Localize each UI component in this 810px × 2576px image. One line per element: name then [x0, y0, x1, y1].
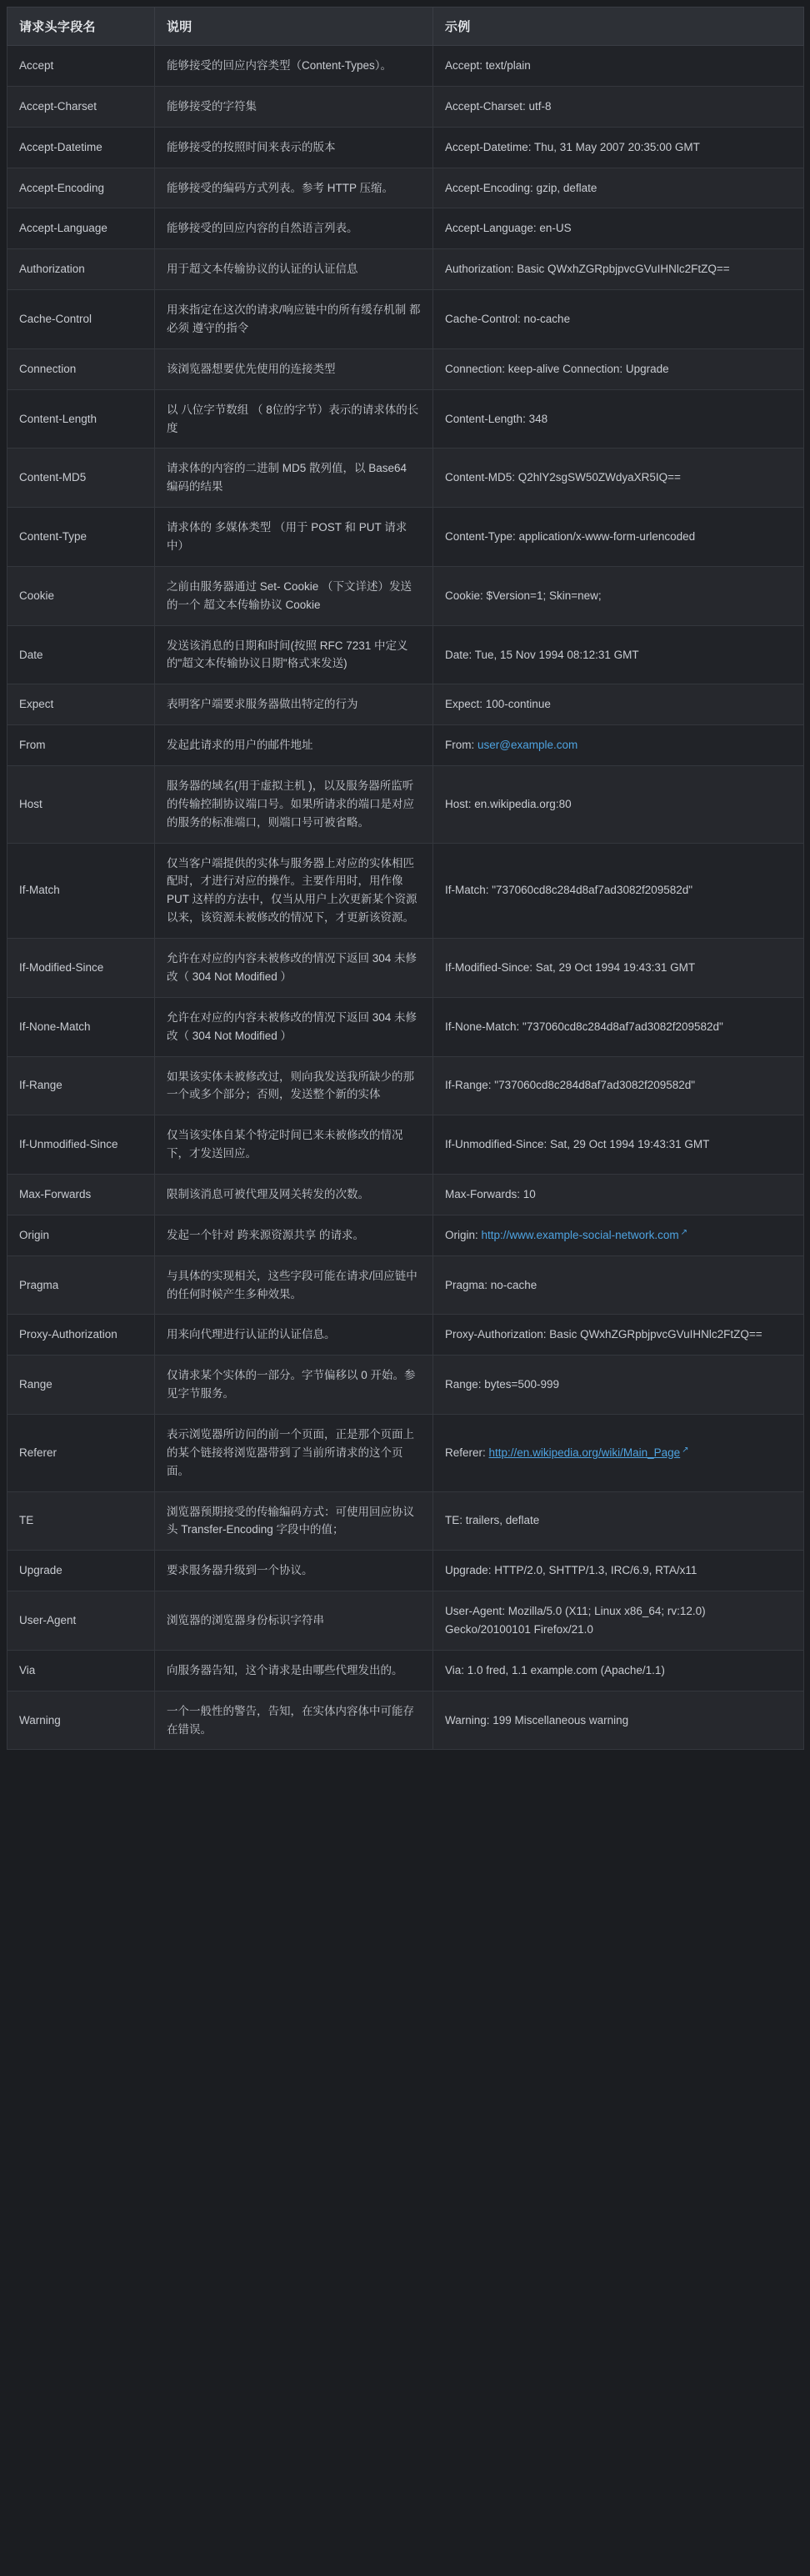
table-row	[8, 86, 804, 127]
example-text: Connection: keep-alive Connection: Upgrade	[445, 362, 669, 375]
example-text: Cache-Control: no-cache	[445, 313, 571, 326]
header-field-description: 能够接受的回应内容类型（Content-Types）。	[155, 46, 433, 87]
example-text: If-None-Match: "737060cd8c284d8af7ad3082f209582d"	[445, 1020, 723, 1033]
example-text: Referer:	[445, 1446, 489, 1459]
column-header-example: 示例	[433, 8, 804, 46]
header-field-name: Warning	[8, 1691, 155, 1750]
header-field-example	[433, 1691, 804, 1750]
table-row	[8, 449, 804, 508]
header-field-example	[433, 127, 804, 168]
header-field-description: 用来指定在这次的请求/响应链中的所有缓存机制 都必须 遵守的指令	[155, 290, 433, 349]
header-field-name: Content-Type	[8, 508, 155, 567]
header-field-name: Max-Forwards	[8, 1174, 155, 1215]
header-field-example	[433, 1591, 804, 1651]
header-field-description: 表示浏览器所访问的前一个页面，正是那个页面上的某个链接将浏览器带到了当前所请求的这个页面。	[155, 1414, 433, 1491]
header-field-name: Accept-Language	[8, 208, 155, 249]
header-field-description: 限制该消息可被代理及网关转发的次数。	[155, 1174, 433, 1215]
table-row	[8, 1691, 804, 1750]
header-field-name: Referer	[8, 1414, 155, 1491]
example-text: Authorization: Basic QWxhZGRpbjpvcGVuIHNlc2FtZQ==	[445, 263, 730, 276]
header-field-name: Accept	[8, 46, 155, 87]
header-field-description: 允许在对应的内容未被修改的情况下返回 304 未修改（ 304 Not Modified ）	[155, 997, 433, 1056]
header-field-example	[433, 725, 804, 766]
header-field-description: 发起此请求的用户的邮件地址	[155, 725, 433, 766]
example-text: Proxy-Authorization: Basic QWxhZGRpbjpvcGVuIHNlc2FtZQ==	[445, 1328, 762, 1341]
table-row	[8, 1056, 804, 1115]
header-field-description: 请求体的内容的二进制 MD5 散列值，以 Base64 编码的结果	[155, 449, 433, 508]
header-field-example	[433, 508, 804, 567]
example-text: Cookie: $Version=1; Skin=new;	[445, 589, 602, 602]
header-field-name: Pragma	[8, 1255, 155, 1315]
header-field-name: Content-Length	[8, 389, 155, 449]
example-text: Content-MD5: Q2hlY2sgSW50ZWdyaXR5IQ==	[445, 471, 681, 484]
header-field-description: 仅当该实体自某个特定时间已来未被修改的情况下，才发送回应。	[155, 1115, 433, 1175]
table-row	[8, 1551, 804, 1591]
example-text: Upgrade: HTTP/2.0, SHTTP/1.3, IRC/6.9, RTA/x11	[445, 1564, 698, 1577]
example-text: Pragma: no-cache	[445, 1278, 538, 1291]
header-field-name: Authorization	[8, 249, 155, 290]
header-field-description: 以 八位字节数组 （ 8位的字节）表示的请求体的长度	[155, 389, 433, 449]
table-row	[8, 625, 804, 684]
header-field-name: Upgrade	[8, 1551, 155, 1591]
header-field-name: Cache-Control	[8, 290, 155, 349]
header-field-example	[433, 290, 804, 349]
example-text: If-Range: "737060cd8c284d8af7ad3082f209582d"	[445, 1079, 696, 1092]
header-field-description: 一个一般性的警告，告知，在实体内容体中可能存在错误。	[155, 1691, 433, 1750]
header-field-example	[433, 249, 804, 290]
header-field-example	[433, 1174, 804, 1215]
header-field-description: 浏览器的浏览器身份标识字符串	[155, 1591, 433, 1651]
header-field-description: 用于超文本传输协议的认证的认证信息	[155, 249, 433, 290]
table-row	[8, 997, 804, 1056]
header-field-description: 如果该实体未被修改过，则向我发送我所缺少的那一个或多个部分；否则，发送整个新的实体	[155, 1056, 433, 1115]
header-field-example	[433, 1414, 804, 1491]
example-text: Host: en.wikipedia.org:80	[445, 797, 572, 810]
header-field-description: 之前由服务器通过 Set- Cookie （下文详述）发送的一个 超文本传输协议 Cookie	[155, 566, 433, 625]
header-field-name: Cookie	[8, 566, 155, 625]
header-field-example	[433, 389, 804, 449]
header-field-description: 请求体的 多媒体类型 （用于 POST 和 PUT 请求中）	[155, 508, 433, 567]
header-field-name: Via	[8, 1650, 155, 1691]
header-field-name: Date	[8, 625, 155, 684]
table-row	[8, 1591, 804, 1651]
table-header	[8, 8, 804, 46]
example-text: Max-Forwards: 10	[445, 1187, 536, 1200]
table-row	[8, 249, 804, 290]
table-row	[8, 508, 804, 567]
header-field-name: Range	[8, 1356, 155, 1415]
example-link[interactable]: http://www.example-social-network.com ↗	[482, 1229, 688, 1241]
header-field-example	[433, 1215, 804, 1255]
header-field-name: If-Match	[8, 843, 155, 938]
header-field-name: Host	[8, 766, 155, 844]
header-field-description: 要求服务器升级到一个协议。	[155, 1551, 433, 1591]
example-text: Content-Type: application/x-www-form-urlencoded	[445, 530, 696, 544]
example-text: Date: Tue, 15 Nov 1994 08:12:31 GMT	[445, 648, 639, 661]
example-text: Accept-Encoding: gzip, deflate	[445, 181, 598, 194]
table-row	[8, 1650, 804, 1691]
table-row	[8, 843, 804, 938]
table-row	[8, 1215, 804, 1255]
header-field-description: 用来向代理进行认证的认证信息。	[155, 1315, 433, 1356]
example-text: Via: 1.0 fred, 1.1 example.com (Apache/1.1)	[445, 1663, 665, 1676]
header-field-description: 能够接受的编码方式列表。参考 HTTP 压缩。	[155, 168, 433, 208]
header-field-name: From	[8, 725, 155, 766]
header-field-name: Accept-Charset	[8, 86, 155, 127]
header-field-example	[433, 997, 804, 1056]
table-row	[8, 1356, 804, 1415]
example-text: If-Unmodified-Since: Sat, 29 Oct 1994 19:43:31 GMT	[445, 1138, 710, 1151]
example-text: Range: bytes=500-999	[445, 1378, 559, 1391]
table-row	[8, 1491, 804, 1551]
header-field-description: 向服务器告知，这个请求是由哪些代理发出的。	[155, 1650, 433, 1691]
header-field-description: 仅当客户端提供的实体与服务器上对应的实体相匹配时，才进行对应的操作。主要作用时，用作像 PUT 这样的方法中，仅当从用户上次更新某个资源以来，该资源未被修改的情况下，才更新该资源。	[155, 843, 433, 938]
example-link[interactable]: user@example.com	[478, 739, 578, 752]
table-row	[8, 1174, 804, 1215]
header-field-example	[433, 1315, 804, 1356]
header-field-example	[433, 939, 804, 998]
table-row	[8, 684, 804, 725]
example-text: Accept-Language: en-US	[445, 222, 572, 235]
example-text: Accept-Datetime: Thu, 31 May 2007 20:35:00 GMT	[445, 140, 700, 153]
header-field-example	[433, 86, 804, 127]
table-row	[8, 127, 804, 168]
header-field-name: Accept-Datetime	[8, 127, 155, 168]
example-text: Origin:	[445, 1228, 482, 1241]
header-field-example	[433, 1356, 804, 1415]
header-field-name: Proxy-Authorization	[8, 1315, 155, 1356]
header-field-description: 该浏览器想要优先使用的连接类型	[155, 348, 433, 389]
http-request-headers-table	[7, 7, 804, 1750]
table-row	[8, 766, 804, 844]
header-field-description: 允许在对应的内容未被修改的情况下返回 304 未修改（ 304 Not Modified ）	[155, 939, 433, 998]
header-field-example	[433, 1056, 804, 1115]
table-row	[8, 725, 804, 766]
header-field-description: 发送该消息的日期和时间(按照 RFC 7231 中定义的"超文本传输协议日期"格式来发送)	[155, 625, 433, 684]
table-row	[8, 348, 804, 389]
header-field-name: Connection	[8, 348, 155, 389]
header-field-example	[433, 1255, 804, 1315]
header-field-example	[433, 208, 804, 249]
table-row	[8, 290, 804, 349]
header-field-example	[433, 46, 804, 87]
example-text: If-Modified-Since: Sat, 29 Oct 1994 19:43:31 GMT	[445, 960, 696, 974]
header-field-description: 能够接受的字符集	[155, 86, 433, 127]
example-text: Accept: text/plain	[445, 59, 531, 72]
header-field-description: 服务器的域名(用于虚拟主机 )，以及服务器所监听的传输控制协议端口号。如果所请求的端口是对应的服务的标准端口，则端口号可被省略。	[155, 766, 433, 844]
table-row	[8, 939, 804, 998]
table-row	[8, 208, 804, 249]
table-row	[8, 1115, 804, 1175]
table-header-row	[8, 8, 804, 46]
header-field-example	[433, 1491, 804, 1551]
header-field-description: 发起一个针对 跨来源资源共享 的请求。	[155, 1215, 433, 1255]
example-text: From:	[445, 739, 478, 752]
example-text: Accept-Charset: utf-8	[445, 99, 552, 113]
example-text: If-Match: "737060cd8c284d8af7ad3082f209582d"	[445, 884, 693, 897]
header-field-name: Origin	[8, 1215, 155, 1255]
header-field-example	[433, 1650, 804, 1691]
header-field-example	[433, 1551, 804, 1591]
example-text: Warning: 199 Miscellaneous warning	[445, 1713, 629, 1727]
header-field-name: TE	[8, 1491, 155, 1551]
header-field-description: 仅请求某个实体的一部分。字节偏移以 0 开始。参见字节服务。	[155, 1356, 433, 1415]
example-text: Content-Length: 348	[445, 412, 548, 425]
table-row	[8, 1315, 804, 1356]
example-text: TE: trailers, deflate	[445, 1514, 540, 1527]
table-row	[8, 1255, 804, 1315]
header-field-example	[433, 348, 804, 389]
header-field-name: Accept-Encoding	[8, 168, 155, 208]
header-field-example	[433, 684, 804, 725]
header-field-example	[433, 449, 804, 508]
example-text: User-Agent: Mozilla/5.0 (X11; Linux x86_64; rv:12.0) Gecko/20100101 Firefox/21.0	[445, 1605, 706, 1636]
table-row	[8, 46, 804, 87]
header-field-example	[433, 843, 804, 938]
table-row	[8, 168, 804, 208]
table-row	[8, 389, 804, 449]
header-field-description: 能够接受的按照时间来表示的版本	[155, 127, 433, 168]
example-link[interactable]: http://en.wikipedia.org/wiki/Main_Page ↗	[489, 1446, 689, 1459]
header-field-example	[433, 168, 804, 208]
header-field-name: If-Modified-Since	[8, 939, 155, 998]
header-field-name: If-Unmodified-Since	[8, 1115, 155, 1175]
column-header-description: 说明	[155, 8, 433, 46]
column-header-field-name: 请求头字段名	[8, 8, 155, 46]
header-field-name: User-Agent	[8, 1591, 155, 1651]
header-field-example	[433, 766, 804, 844]
header-field-description: 与具体的实现相关，这些字段可能在请求/回应链中的任何时候产生多种效果。	[155, 1255, 433, 1315]
header-field-name: Expect	[8, 684, 155, 725]
header-field-name: If-Range	[8, 1056, 155, 1115]
header-field-name: Content-MD5	[8, 449, 155, 508]
header-field-name: If-None-Match	[8, 997, 155, 1056]
table-body	[8, 46, 804, 1750]
header-field-example	[433, 566, 804, 625]
header-field-example	[433, 625, 804, 684]
header-field-description: 浏览器预期接受的传输编码方式：可使用回应协议头 Transfer-Encoding 字段中的值；	[155, 1491, 433, 1551]
example-text: Expect: 100-continue	[445, 698, 551, 711]
header-field-example	[433, 1115, 804, 1175]
header-field-description: 表明客户端要求服务器做出特定的行为	[155, 684, 433, 725]
header-field-description: 能够接受的回应内容的自然语言列表。	[155, 208, 433, 249]
table-row	[8, 1414, 804, 1491]
table-row	[8, 566, 804, 625]
